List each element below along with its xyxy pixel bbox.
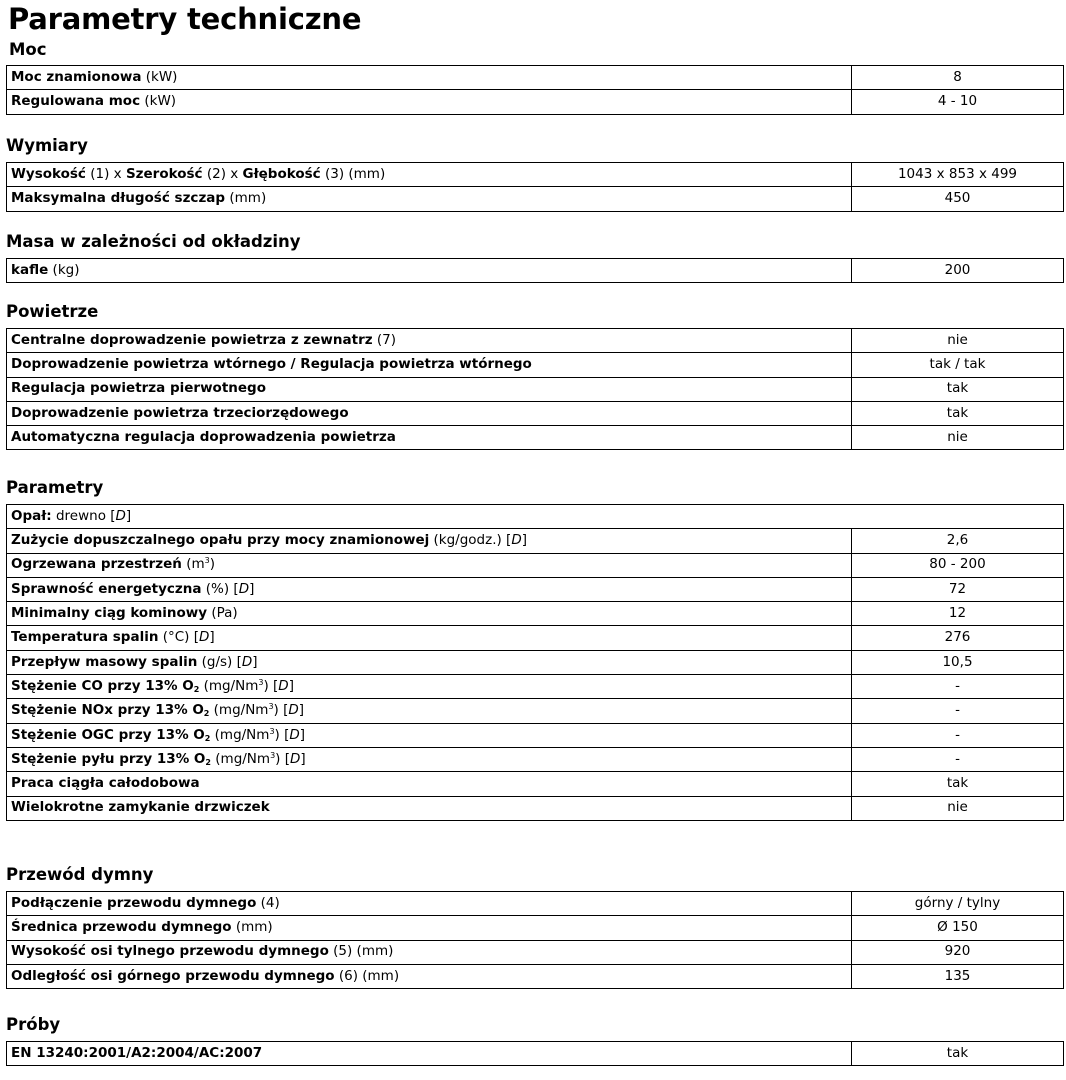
- row-value: 72: [852, 577, 1064, 601]
- row-value: 450: [852, 187, 1064, 211]
- label-sub: 2: [204, 733, 211, 743]
- label-bold: Regulowana moc: [11, 93, 141, 110]
- label-unit: ]: [209, 629, 215, 646]
- label-bold: Centralne doprowadzenie powietrza z zewnatrz: [11, 331, 373, 348]
- table-moc: [6, 65, 1064, 115]
- row-label: [7, 626, 852, 650]
- label-bold: Podłączenie przewodu dymnego: [11, 894, 257, 911]
- label-unit: ) [: [273, 702, 289, 719]
- row-label: [7, 916, 852, 940]
- label-unit: (7): [372, 331, 397, 348]
- label-unit: ]: [288, 677, 294, 694]
- label-bold: Praca ciągła całodobowa: [11, 775, 200, 792]
- label-unit: (°C) [: [158, 629, 199, 646]
- table-row: [7, 426, 1064, 450]
- label-unit: drewno [: [51, 507, 116, 524]
- section-title-parametry: Parametry: [6, 478, 104, 497]
- label-bold: Moc znamionowa: [11, 68, 142, 85]
- table-powietrze: [6, 328, 1064, 450]
- row-value: 80 - 200: [852, 553, 1064, 577]
- label-unit: (g/s) [: [197, 653, 242, 670]
- label-unit: ): [209, 556, 216, 573]
- row-label: [7, 577, 852, 601]
- label-unit: ]: [299, 726, 306, 743]
- row-value: 920: [852, 940, 1064, 964]
- label-bold: Przepływ masowy spalin: [11, 653, 198, 670]
- row-label: [7, 377, 852, 401]
- row-label: [7, 772, 852, 796]
- label-bold: Odległość osi górnego przewodu dymnego: [11, 967, 335, 984]
- row-value: -: [852, 699, 1064, 723]
- label-bold: Automatyczna regulacja doprowadzenia powietrza: [11, 429, 396, 446]
- table-wymiary: [6, 162, 1064, 212]
- table-row: [7, 329, 1064, 353]
- row-label: [7, 401, 852, 425]
- row-label: [7, 90, 852, 114]
- label-unit: (kW): [141, 68, 178, 85]
- label-flag: D: [289, 750, 301, 767]
- row-label: [7, 529, 852, 553]
- row-label: [7, 650, 852, 674]
- table-row: [7, 553, 1064, 577]
- label-unit: (5) (mm): [328, 943, 394, 960]
- label-bold: Temperatura spalin: [11, 629, 159, 646]
- row-value: 4 - 10: [852, 90, 1064, 114]
- row-value: tak / tak: [852, 353, 1064, 377]
- table-row: [7, 796, 1064, 820]
- label-bold: Doprowadzenie powietrza wtórnego / Regulacja powietrza wtórnego: [11, 356, 532, 373]
- row-value: 10,5: [852, 650, 1064, 674]
- table-parametry: [6, 504, 1064, 821]
- row-label: [7, 796, 852, 820]
- row-label: [7, 329, 852, 353]
- row-value: tak: [852, 401, 1064, 425]
- label-bold: Głębokość: [242, 165, 321, 182]
- row-value: 1043 x 853 x 499: [852, 163, 1064, 187]
- row-value: -: [852, 675, 1064, 699]
- table-row: [7, 964, 1064, 988]
- row-value: nie: [852, 796, 1064, 820]
- label-unit: (%) [: [201, 580, 239, 597]
- row-value: nie: [852, 329, 1064, 353]
- label-bold: Doprowadzenie powietrza trzeciorzędowego: [11, 404, 349, 421]
- label-bold: Stężenie NOx przy 13% O: [11, 702, 204, 719]
- section-title-wymiary: Wymiary: [6, 136, 88, 155]
- label-unit: ) [: [275, 750, 290, 767]
- row-label: [7, 892, 852, 916]
- label-unit: ) [: [263, 677, 279, 694]
- label-flag: D: [199, 629, 210, 646]
- label-sup: 3: [268, 702, 274, 712]
- row-value: 200: [852, 259, 1064, 283]
- page-title: Parametry techniczne: [8, 2, 362, 36]
- table-row: [7, 529, 1064, 553]
- row-label: [7, 163, 852, 187]
- label-bold: Stężenie pyłu przy 13% O: [11, 750, 206, 767]
- label-flag: D: [511, 532, 522, 549]
- label-unit: (kg): [48, 261, 80, 278]
- table-row: [7, 772, 1064, 796]
- label-sub: 2: [203, 709, 210, 719]
- row-label: [7, 505, 1064, 529]
- label-sup: 3: [270, 750, 276, 760]
- table-row: [7, 723, 1064, 747]
- label-bold: Regulacja powietrza pierwotnego: [11, 380, 266, 397]
- table-row: [7, 163, 1064, 187]
- row-value: 276: [852, 626, 1064, 650]
- label-bold: Sprawność energetyczna: [11, 580, 202, 597]
- table-masa: [6, 258, 1064, 283]
- row-value: 8: [852, 66, 1064, 90]
- label-unit: (m: [181, 556, 205, 573]
- label-bold: Wysokość osi tylnego przewodu dymnego: [11, 943, 329, 960]
- label-bold: Wysokość: [11, 165, 86, 182]
- table-row: [7, 577, 1064, 601]
- section-title-masa: Masa w zależności od okładziny: [6, 232, 301, 251]
- label-bold: Opał:: [11, 507, 52, 524]
- table-row: [7, 675, 1064, 699]
- label-unit: (mg/Nm: [209, 702, 269, 719]
- label-bold: Wielokrotne zamykanie drzwiczek: [11, 799, 270, 816]
- table-row: [7, 626, 1064, 650]
- table-row: [7, 916, 1064, 940]
- row-value: 2,6: [852, 529, 1064, 553]
- label-flag: D: [278, 677, 289, 694]
- table-row: [7, 377, 1064, 401]
- label-bold: Średnica przewodu dymnego: [11, 919, 232, 936]
- table-row: [7, 650, 1064, 674]
- label-bold: Szerokość: [125, 165, 203, 182]
- row-label: [7, 602, 852, 626]
- label-sup: 3: [269, 726, 275, 736]
- row-value: górny / tylny: [852, 892, 1064, 916]
- label-bold: Maksymalna długość szczap: [11, 190, 226, 207]
- label-unit: ]: [521, 532, 528, 549]
- table-row: [7, 187, 1064, 211]
- label-bold: Zużycie dopuszczalnego opału przy mocy znamionowej: [11, 532, 430, 549]
- row-value: tak: [852, 772, 1064, 796]
- table-row: [7, 90, 1064, 114]
- table-row: [7, 940, 1064, 964]
- table-proby: [6, 1041, 1064, 1066]
- label-unit: ]: [252, 653, 258, 670]
- label-unit: ]: [300, 750, 306, 767]
- label-bold: Stężenie CO przy 13% O: [11, 677, 194, 694]
- label-sub: 2: [205, 757, 211, 767]
- row-value: -: [852, 747, 1064, 771]
- label-unit: (4): [256, 894, 280, 911]
- table-row: [7, 505, 1064, 529]
- table-row: [7, 353, 1064, 377]
- row-label: [7, 553, 852, 577]
- label-unit: (mm): [231, 919, 273, 936]
- label-flag: D: [288, 702, 299, 719]
- row-value: Ø 150: [852, 916, 1064, 940]
- label-unit: (2) x: [202, 165, 243, 182]
- row-label: [7, 426, 852, 450]
- row-value: tak: [852, 1042, 1064, 1066]
- table-row: [7, 259, 1064, 283]
- label-bold: Ogrzewana przestrzeń: [11, 556, 182, 573]
- label-bold: Minimalny ciąg kominowy: [11, 605, 208, 622]
- row-label: [7, 187, 852, 211]
- section-title-powietrze: Powietrze: [6, 302, 99, 321]
- table-row: [7, 401, 1064, 425]
- label-bold: kafle: [11, 261, 49, 278]
- label-unit: ]: [249, 580, 255, 597]
- label-unit: (kW): [140, 93, 177, 110]
- row-value: tak: [852, 377, 1064, 401]
- table-przewod: [6, 891, 1064, 989]
- label-unit: ) [: [274, 726, 290, 743]
- table-row: [7, 699, 1064, 723]
- section-title-przewod: Przewód dymny: [6, 865, 154, 884]
- label-unit: (mm): [225, 190, 267, 207]
- label-flag: D: [238, 580, 250, 597]
- label-unit: (Pa): [207, 605, 238, 622]
- row-label: [7, 1042, 852, 1066]
- row-label: [7, 723, 852, 747]
- label-sup: 3: [204, 556, 210, 566]
- label-unit: (3) (mm): [320, 165, 386, 182]
- row-value: nie: [852, 426, 1064, 450]
- label-flag: D: [289, 726, 300, 743]
- table-row: [7, 602, 1064, 626]
- label-bold: EN 13240:2001/A2:2004/AC:2007: [11, 1044, 263, 1061]
- row-label: [7, 675, 852, 699]
- label-unit: (mg/Nm: [210, 750, 271, 767]
- table-row: [7, 892, 1064, 916]
- row-label: [7, 940, 852, 964]
- row-value: 12: [852, 602, 1064, 626]
- label-sup: 3: [258, 677, 264, 687]
- row-value: -: [852, 723, 1064, 747]
- row-label: [7, 964, 852, 988]
- row-label: [7, 747, 852, 771]
- label-unit: (mg/Nm: [199, 677, 259, 694]
- row-label: [7, 699, 852, 723]
- row-value: 135: [852, 964, 1064, 988]
- section-title-moc: Moc: [9, 40, 47, 59]
- label-unit: ]: [125, 507, 132, 524]
- label-flag: D: [115, 507, 126, 524]
- label-unit: (6) (mm): [334, 967, 400, 984]
- label-unit: (mg/Nm: [210, 726, 270, 743]
- row-label: [7, 66, 852, 90]
- table-row: [7, 1042, 1064, 1066]
- label-unit: (kg/godz.) [: [429, 532, 512, 549]
- label-unit: ]: [298, 702, 305, 719]
- table-row: [7, 747, 1064, 771]
- row-label: [7, 353, 852, 377]
- label-flag: D: [241, 653, 253, 670]
- row-label: [7, 259, 852, 283]
- section-title-proby: Próby: [6, 1015, 61, 1034]
- label-sub: 2: [193, 684, 200, 694]
- table-row: [7, 66, 1064, 90]
- label-unit: (1) x: [85, 165, 126, 182]
- label-bold: Stężenie OGC przy 13% O: [11, 726, 205, 743]
